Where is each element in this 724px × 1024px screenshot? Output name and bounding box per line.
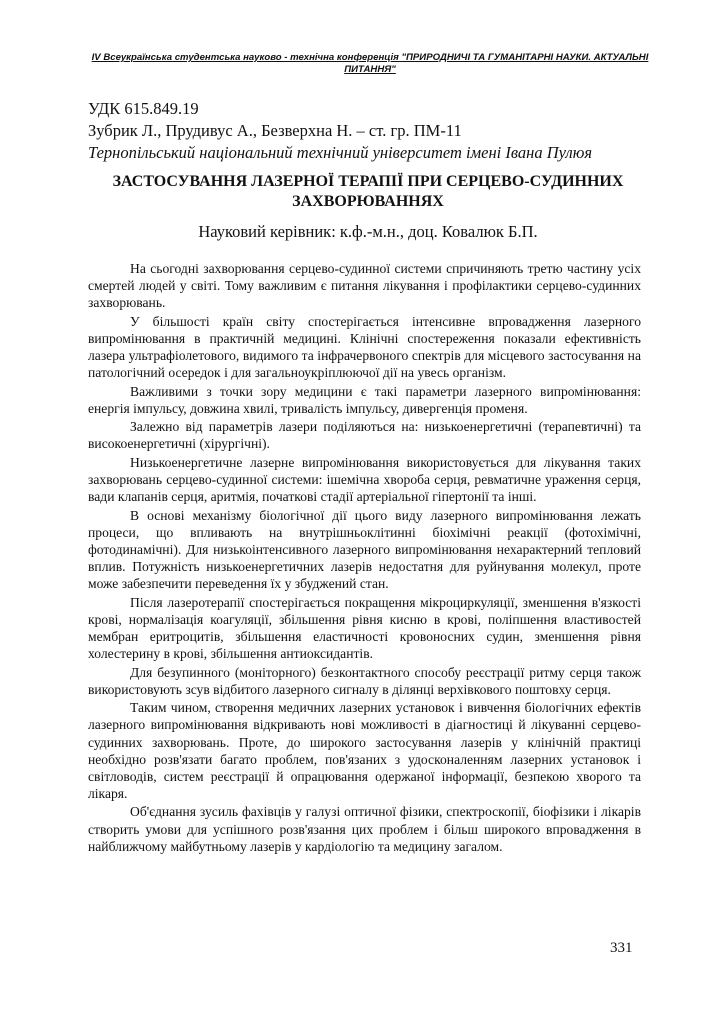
authors: Зубрик Л., Прудивус А., Безверхна Н. – ст. гр. ПМ-11 [88, 121, 462, 140]
conference-header: IV Всеукраїнська студентська науково - технічна конференція "ПРИРОДНИЧІ ТА ГУМАНІТАРНІ НАУКИ. АКТУАЛЬНІ ПИТАННЯ" [91, 52, 649, 75]
article-title: ЗАСТОСУВАННЯ ЛАЗЕРНОЇ ТЕРАПІЇ ПРИ СЕРЦЕВО-СУДИННИХ ЗАХВОРЮВАННЯХ [112, 173, 624, 210]
udk-code: УДК 615.849.19 [88, 99, 199, 118]
paragraph: У більшості країн світу спостерігається інтенсивне впровадження лазерного випромінювання в практичній медицині. Клінічні спостереження показали ефективність лазера ультрафіолетового, видимого та інфрачервоного спектрів для місцевого застосування на патологічний осередок і для загальноукріплюючої дії на увесь організм. [88, 313, 641, 381]
scientific-supervisor: Науковий керівник: к.ф.-м.н., доц. Ковалюк Б.П. [198, 222, 538, 241]
paragraph: В основі механізму біологічної дії цього виду лазерного випромінювання лежать процеси, що впливають на внутрішньоклітинні біохімічні реакції (фотохімічні, фотодинамічні). Для низькоінтенсивного лазерного випромінювання нехарактерний тепловий вплив. Потужність низькоенергетичних лазерів недостатня для руйнування молекул, проте може забезпечити переведення їх у збуджений стан. [88, 507, 641, 592]
paragraph: Залежно від параметрів лазери поділяються на: низькоенергетичні (терапевтичні) та високоенергетичні (хірургічні). [88, 419, 641, 452]
paragraph: Низькоенергетичне лазерне випромінювання використовується для лікування таких захворювань серцево-судинної системи: ішемічна хвороба серця, ревматичне ураження серця, вади клапанів серця, аритмія, початкові стадії артеріальної гіпертонії та інші. [88, 455, 641, 505]
affiliation: Тернопільський національний технічний університет імені Івана Пулюя [88, 143, 593, 162]
article-body [88, 260, 641, 856]
paragraph: Об'єднання зусиль фахівців у галузі оптичної фізики, спектроскопії, біофізики і лікарів створить умови для успішного розв'язання цих проблем і більш широкого впровадження в найближчому майбутньому лазерів у кардіологію та медицину загалом. [88, 804, 641, 854]
paragraph: Після лазеротерапії спостерігається покращення мікроциркуляції, зменшення в'язкості крові, нормалізація коагуляції, збільшення рівня кисню в крові, поліпшення властивостей мембран еритроцитів, збільшення еластичності кровоносних судин, зменшення рівня холестерину в крові, збільшення антиоксидантів. [88, 594, 641, 662]
article-meta [88, 98, 648, 164]
page-number: 331 [610, 940, 633, 956]
paragraph: Таким чином, створення медичних лазерних установок і вивчення біологічних ефектів лазерного випромінювання відкривають нові можливості в діагностиці й лікуванні серцево-судинних захворювань. Проте, до широкого застосування лазерів у клінічній практиці необхідно розв'язати багато проблем, пов'язаних з удосконаленням лазерних установок і світловодів, систем реєстрації й опрацювання одержаної інформації, безпекою хворого та лікаря. [88, 700, 641, 801]
paragraph: Важливими з точки зору медицини є такі параметри лазерного випромінювання: енергія імпульсу, довжина хвилі, тривалість імпульсу, дивергенція променя. [88, 383, 641, 416]
paragraph: Для безупинного (моніторного) безконтактного способу реєстрації ритму серця також використовують зсув відбитого лазерного сигналу в ділянці верхівкового поштовху серця. [88, 664, 641, 697]
paragraph: На сьогодні захворювання серцево-судинної системи спричиняють третю частину усіх смертей людей у світі. Тому важливим є питання лікування і профілактики серцево-судинних захворювань. [88, 261, 641, 311]
